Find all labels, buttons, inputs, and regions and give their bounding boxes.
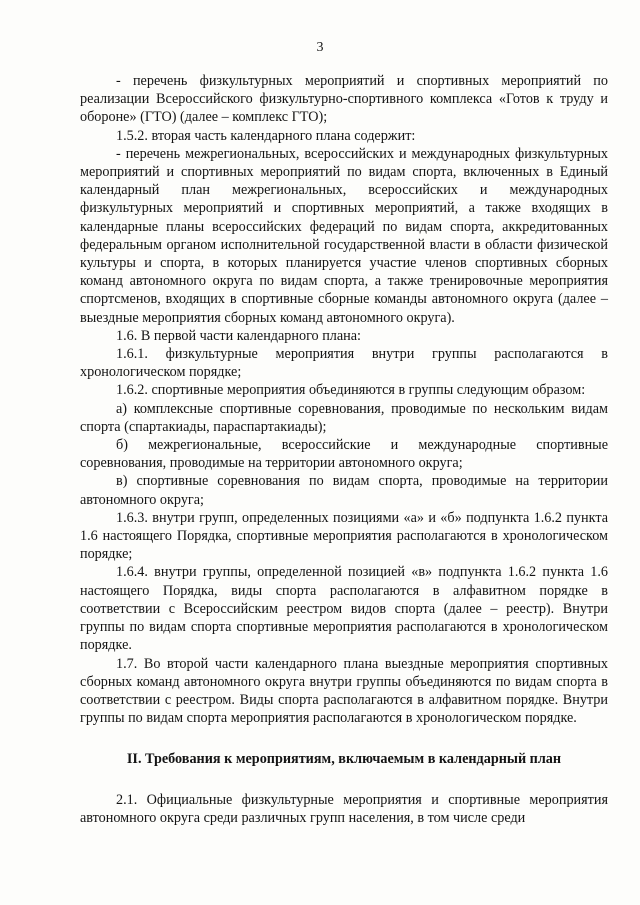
paragraph-1-5-2: 1.5.2. вторая часть календарного плана содержит: [116,127,416,144]
paragraph-item-a: а) комплексные спортивные соревнования, проводимые по нескольким видам спорта (спартакиады, параспартакиады); [80,400,608,435]
paragraph-1-6-4: 1.6.4. внутри группы, определенной позицией «в» подпункта 1.6.2 пункта 1.6 настоящего Порядка, виды спорта располагаются в алфавитном порядке в соответствии с Всероссийским реестром видов спорта (далее – реестр). Внутри группы по видам спорта спортивные мероприятия располагаются в хронологическом порядке. [80,564,608,654]
paragraph-item-b: б) межрегиональные, всероссийские и международные спортивные соревнования, проводимые на территории автономного округа; [80,437,608,472]
paragraph-1-6-2: 1.6.2. спортивные мероприятия объединяются в группы следующим образом: [116,382,586,399]
paragraph-gto-list: - перечень физкультурных мероприятий и спортивных мероприятий по реализации Всероссийского физкультурно-спортивного комплекса «Готов к труду и обороне» (ГТО) (далее – комплекс ГТО); [80,73,608,126]
paragraph-item-v: в) спортивные соревнования по видам спорта, проводимые на территории автономного округа; [80,473,608,508]
paragraph-1-6: 1.6. В первой части календарного плана: [116,327,361,344]
paragraph-1-7: 1.7. Во второй части календарного плана выездные мероприятия спортивных сборных команд автономного округа внутри группы объединяются по видам спорта в соответствии с реестром. Виды спорта располагаются в алфавитном порядке. Внутри группы по видам спорта мероприятия располагаются в хронологическом порядке. [80,655,608,727]
paragraph-interregional-list: - перечень межрегиональных, всероссийских и международных физкультурных мероприятий и спортивных мероприятий по видам спорта, включенных в Единый календарный план межрегиональных, всероссийских и международных физкультурных мероприятий и спортивных мероприятий, а также входящих в календарные планы всероссийских федераций по видам спорта, аккредитованных федеральным органом исполнительной государственной власти в области физической культуры и спорта, в которых планируется участие членов спортивных сборных команд автономного округа по видам спорта, а также тренировочные мероприятия спортсменов, входящих в спортивные сборные команды автономного округа (далее – выездные мероприятия сборных команд автономного округа). [80,145,608,326]
page-number: 3 [316,40,324,55]
paragraph-1-6-3: 1.6.3. внутри групп, определенных позициями «а» и «б» подпункта 1.6.2 пункта 1.6 настоящего Порядка, спортивные мероприятия располагаются в хронологическом порядке; [80,509,608,563]
paragraph-1-6-1: 1.6.1. физкультурные мероприятия внутри группы располагаются в хронологическом порядке; [80,346,608,381]
section-heading: II. Требования к мероприятиям, включаемым в календарный план [126,751,562,768]
document-body [80,72,608,827]
paragraph-2-1: 2.1. Официальные физкультурные мероприятия и спортивные мероприятия автономного округа среди различных групп населения, в том числе среди [80,791,608,826]
